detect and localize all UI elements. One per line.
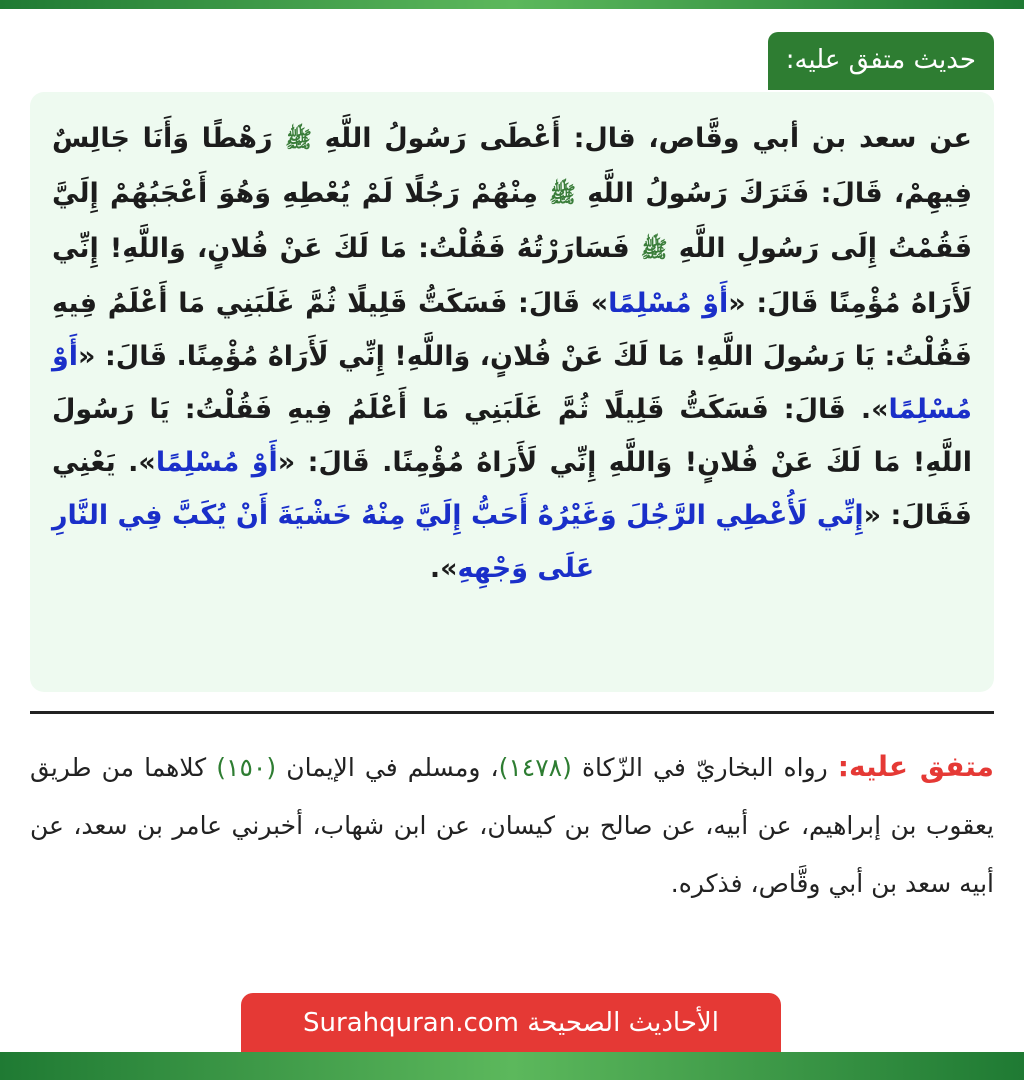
prophet-quote: إِنِّي لَأُعْطِي الرَّجُلَ وَغَيْرُهُ أَحَبُّ إِلَيَّ مِنْهُ خَشْيَةَ أَنْ يُكَبَّ فِي النَّارِ عَلَى وَجْهِهِ [52,500,864,584]
source-part: رواه البخاريّ في الزّكاة [581,753,828,782]
prophet-quote: أَوْ مُسْلِمًا [608,288,729,319]
hadith-part: فَسَارَرْتُهُ فَقُلْتُ: مَا لَكَ عَنْ فُلانٍ، وَاللَّهِ! إِنِّي لَأَرَاهُ مُؤْمِنًا قَالَ: « [52,233,972,319]
hadith-part: رَهْطًا وَأَنَا جَالِسٌ فِيهِمْ، قَالَ: فَتَرَكَ رَسُولُ اللَّهِ [52,123,972,209]
hadith-part: مِنْهُمْ رَجُلًا لَمْ يُعْطِهِ وَهُوَ أَعْجَبُهُمْ إِلَيَّ فَقُمْتُ إِلَى رَسُولِ اللَّهِ [52,178,973,264]
hadith-text [52,112,972,595]
hadith-number: (١٥٠) [216,753,277,782]
hadith-number: (١٤٧٨) [498,753,572,782]
prophet-quote: أَوْ مُسْلِمًا [155,447,278,478]
salawat-glyph: ﷺ [549,183,576,208]
top-accent-bar [0,0,1024,9]
hadith-part: عن سعد بن أبي وقَّاص، قال: أَعْطَى رَسُولُ اللَّهِ [324,123,973,154]
hadith-part: » قَالَ: فَسَكَتُّ قَلِيلًا ثُمَّ غَلَبَنِي مَا أَعْلَمُ فِيهِ فَقُلْتُ: يَا رَسُولَ اللَّهِ! مَا لَكَ عَنْ فُلانٍ، وَاللَّهِ! إِنِّي لَأَرَاهُ مُؤْمِنًا. قَالَ: « [52,288,972,372]
source-part: ، ومسلم في الإيمان [286,753,499,782]
hadith-box [30,92,994,692]
footer-badge[interactable] [241,993,781,1053]
source-part: كلاهما من طريق يعقوب بن إبراهيم، عن أبيه، عن صالح بن كيسان، عن ابن شهاب، أخبرني عامر بن سعد، عن أبيه سعد بن أبي وقَّاص، فذكره. [30,753,994,898]
hadith-part: ». [429,553,458,584]
header-title: حديث متفق عليه: [768,32,994,90]
source-label: متفق عليه: [837,750,994,783]
hadith-part: ». يَعْنِي فَقَالَ: « [52,447,972,531]
salawat-glyph: ﷺ [285,128,312,153]
salawat-glyph: ﷺ [640,238,668,263]
divider [30,711,994,714]
hadith-part: ». قَالَ: فَسَكَتُّ قَلِيلًا ثُمَّ غَلَبَنِي مَا أَعْلَمُ فِيهِ فَقُلْتُ: يَا رَسُولَ اللَّهِ! مَا لَكَ عَنْ فُلانٍ! وَاللَّهِ إِنِّي لَأَرَاهُ مُؤْمِنًا. قَالَ: « [52,394,972,478]
prophet-quote: أَوْ مُسْلِمًا [52,341,972,425]
bottom-accent-bar [0,1052,1024,1080]
source-text [30,738,994,913]
footer-text: الأحاديث الصحيحة Surahquran.com [303,1008,719,1038]
